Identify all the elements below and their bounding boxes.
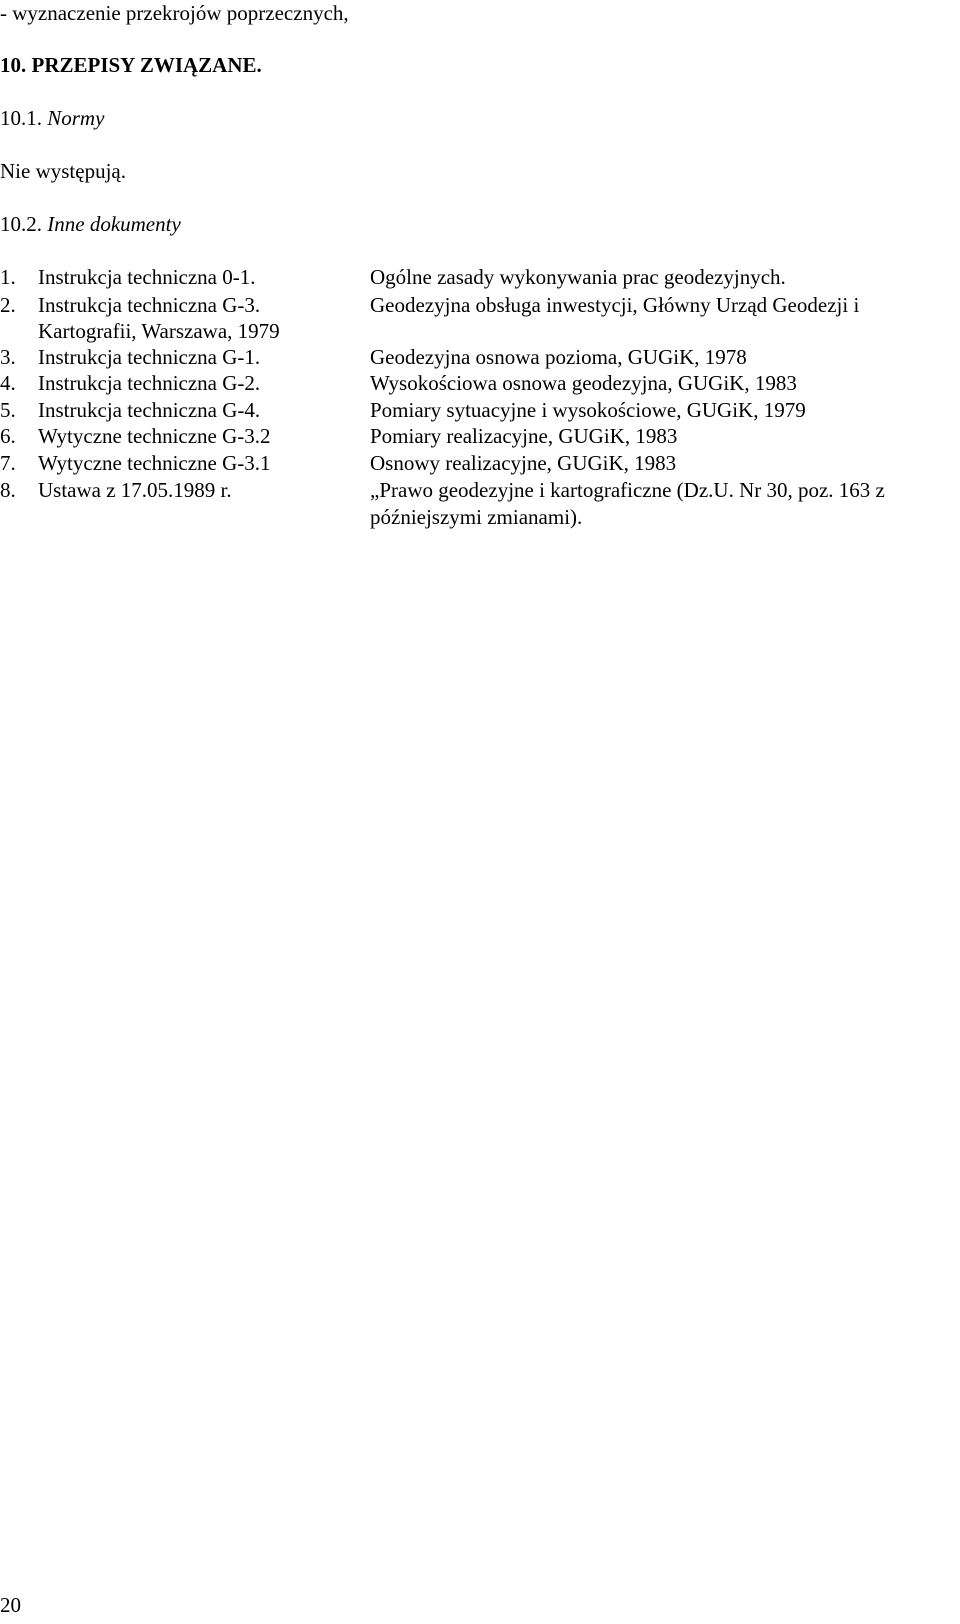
- item-name: Instrukcja techniczna G-4.: [38, 398, 261, 422]
- item-number: 6.: [0, 424, 16, 448]
- norms-text: Nie występują.: [0, 159, 126, 183]
- list-item: [0, 450, 960, 476]
- item-description-continuation: Kartografii, Warszawa, 1979: [38, 319, 280, 343]
- item-number: 5.: [0, 398, 16, 422]
- section-title: 10. PRZEPISY ZWIĄZANE.: [0, 53, 262, 77]
- item-name: Instrukcja techniczna G-3.: [38, 293, 261, 317]
- item-description: Geodezyjna obsługa inwestycji, Główny Urząd Geodezji i: [370, 293, 860, 317]
- item-description: Geodezyjna osnowa pozioma, GUGiK, 1978: [370, 345, 747, 369]
- list-item: [0, 292, 960, 318]
- item-description: Osnowy realizacyjne, GUGiK, 1983: [370, 451, 677, 475]
- item-description: Pomiary sytuacyjne i wysokościowe, GUGiK, 1979: [370, 398, 806, 422]
- item-description: Pomiary realizacyjne, GUGiK, 1983: [370, 424, 678, 448]
- item-description: Wysokościowa osnowa geodezyjna, GUGiK, 1983: [370, 371, 797, 395]
- item-name: Instrukcja techniczna 0-1.: [38, 265, 256, 289]
- item-name: Wytyczne techniczne G-3.2: [38, 424, 271, 448]
- item-number: 7.: [0, 451, 16, 475]
- item-name: Instrukcja techniczna G-1.: [38, 345, 261, 369]
- item-description: „Prawo geodezyjne i kartograficzne (Dz.U. Nr 30, poz. 163 z: [370, 478, 885, 502]
- item-number: 3.: [0, 345, 16, 369]
- item-name: Wytyczne techniczne G-3.1: [38, 451, 271, 475]
- subsection-norms-heading: 10.1. Normy: [0, 106, 105, 130]
- item-number: 4.: [0, 371, 16, 395]
- item-description: Ogólne zasady wykonywania prac geodezyjnych.: [370, 265, 786, 289]
- list-item: [0, 344, 960, 370]
- item-number: 2.: [0, 293, 16, 317]
- list-item: [0, 423, 960, 449]
- list-item: [0, 370, 960, 396]
- list-item: [0, 264, 960, 290]
- item-description-continuation: późniejszymi zmianami).: [370, 505, 583, 529]
- item-name: Instrukcja techniczna G-2.: [38, 371, 261, 395]
- list-item: [0, 477, 960, 503]
- page-number: 20: [0, 1593, 21, 1617]
- item-name: Ustawa z 17.05.1989 r.: [38, 478, 232, 502]
- list-item: [0, 397, 960, 423]
- intro-line: - wyznaczenie przekrojów poprzecznych,: [0, 1, 349, 25]
- subsection-other-heading: 10.2. Inne dokumenty: [0, 212, 181, 236]
- item-number: 8.: [0, 478, 16, 502]
- item-number: 1.: [0, 265, 16, 289]
